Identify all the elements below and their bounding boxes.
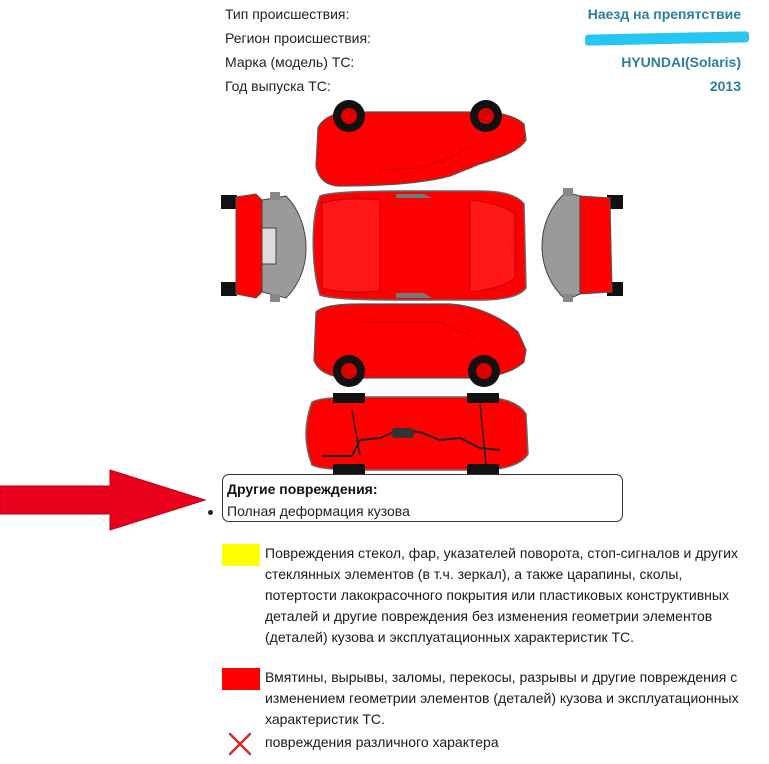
legend-yellow-text: Повреждения стекол, фар, указателей поворота, стоп-сигналов и других стеклянных элементов (в т.ч. зеркал), а также царапины, сколы, потертости лакокрасочного покрытия или пластиковых конструктивных деталей и другие повреждения без изменения геометрии элементов (деталей) кузова и эксплуатационных характеристик ТС. bbox=[265, 545, 738, 645]
year-value: 2013 bbox=[709, 78, 741, 94]
arrow-right-icon bbox=[0, 470, 205, 530]
other-damage-item: Полная деформация кузова bbox=[227, 503, 410, 519]
car-side-view-right bbox=[314, 304, 526, 387]
accident-type-value: Наезд на препятствие bbox=[587, 6, 741, 22]
car-rear-view bbox=[221, 192, 306, 302]
model-value: HYUNDAI(Solaris) bbox=[621, 54, 741, 70]
car-underbody-view bbox=[306, 393, 528, 474]
model-label: Марка (модель) ТС: bbox=[225, 54, 355, 70]
other-damage-title: Другие повреждения: bbox=[227, 481, 378, 497]
car-side-view-left bbox=[316, 100, 526, 186]
bullet-icon bbox=[208, 510, 213, 515]
legend-yellow-swatch bbox=[222, 544, 260, 566]
legend-cross-text: повреждения различного характера bbox=[265, 734, 499, 750]
legend-red-text: Вмятины, вырывы, заломы, перекосы, разрывы и другие повреждения с изменением геометрии элементов (деталей) кузова и эксплуатационных характеристик ТС. bbox=[265, 669, 739, 727]
other-damage-box bbox=[222, 474, 623, 522]
legend-red-swatch bbox=[222, 668, 260, 690]
car-top-view bbox=[313, 191, 526, 300]
accident-type-label: Тип происшествия: bbox=[225, 6, 350, 22]
car-front-view bbox=[542, 188, 623, 302]
cross-icon bbox=[228, 732, 252, 756]
region-label: Регион происшествия: bbox=[225, 30, 371, 46]
year-label: Год выпуска ТС: bbox=[225, 78, 331, 94]
